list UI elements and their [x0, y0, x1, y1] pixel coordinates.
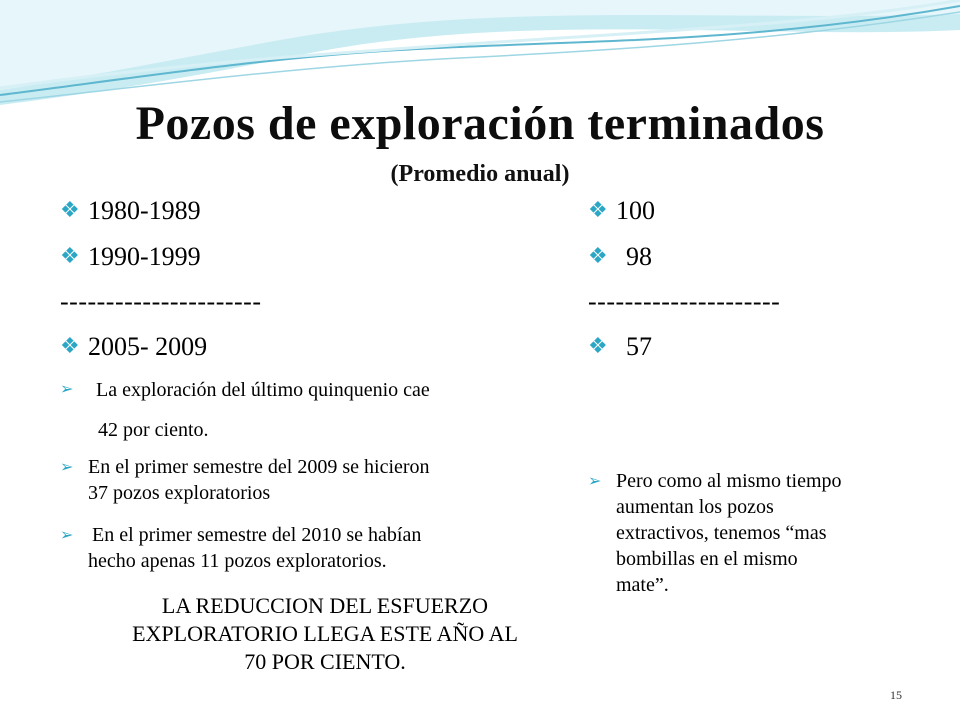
right-separator: ---------------------	[588, 287, 781, 316]
slide-title: Pozos de exploración terminados	[135, 97, 825, 150]
arrow-right-icon: ➢	[60, 459, 74, 476]
left-note-3: ➢ En el primer semestre del 2010 se habían hecho apenas 11 pozos exploratorios.	[60, 524, 422, 572]
slide-subtitle: (Promedio anual)	[390, 161, 570, 187]
four-diamond-icon: ❖	[588, 197, 608, 222]
arrow-right-icon: ➢	[588, 473, 602, 490]
left-note-2: ➢ En el primer semestre del 2009 se hicieron 37 pozos exploratorios	[60, 456, 430, 504]
left-conclusion: LA REDUCCION DEL ESFUERZO EXPLORATORIO LLEGA ESTE AÑO AL 70 POR CIENTO.	[132, 593, 518, 674]
four-diamond-icon: ❖	[588, 243, 608, 268]
left-separator: ----------------------	[60, 287, 262, 316]
left-note-1-continued: 42 por ciento.	[98, 419, 209, 441]
four-diamond-icon: ❖	[60, 243, 80, 268]
four-diamond-icon: ❖	[588, 333, 608, 358]
four-diamond-icon: ❖	[60, 333, 80, 358]
arrow-right-icon: ➢	[60, 381, 74, 398]
four-diamond-icon: ❖	[60, 197, 80, 222]
slide: Pozos de exploración terminados (Promedio anual) ❖ 1980-1989 ❖ 1990-1999 ---------------------- ❖ 2005- 2009 ➢ La exploración del último quinquenio cae 42 por ciento. ➢ En el primer semestre del 2009 se hicieron 37 pozos exploratorios ➢ En el primer semestre del 2010 se habían hecho apenas 11 pozos exploratorios. LA REDUCCION DEL ESFUERZO EXPLORATORIO LLEGA ESTE AÑO AL 70 POR CIENTO. ❖ 100 ❖ 98 --------------------- ❖ 57 ➢ Pero como al mismo tiempo aumentan los pozos extractivos, tenemos “mas bombillas en el mismo mate”. 15	[0, 0, 960, 720]
arrow-right-icon: ➢	[60, 527, 74, 544]
page-number: 15	[890, 688, 902, 702]
right-note: ➢ Pero como al mismo tiempo aumentan los pozos extractivos, tenemos “mas bombillas en el mismo mate”.	[588, 470, 842, 596]
